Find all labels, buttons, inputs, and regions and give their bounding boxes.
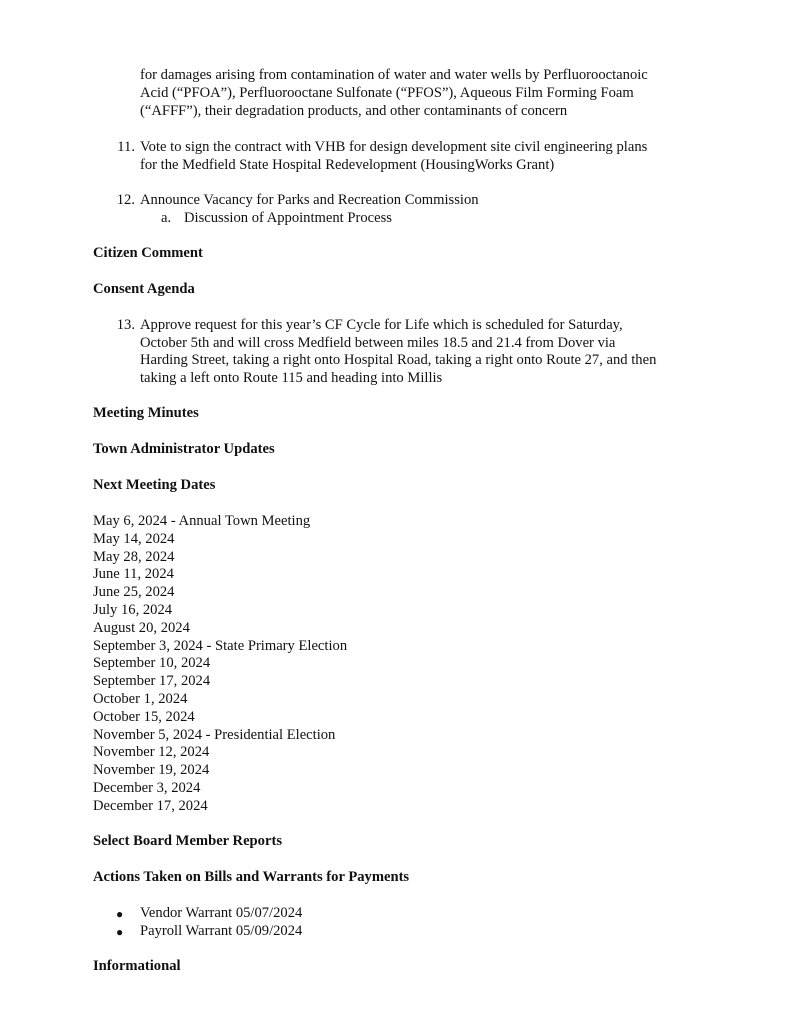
- meeting-date: May 6, 2024 - Annual Town Meeting: [93, 513, 311, 529]
- item-10-continued-line-2: Acid (“PFOA”), Perfluorooctane Sulfonate (“PFOS”), Aqueous Film Forming Foam: [140, 85, 634, 101]
- item-12a-text: Discussion of Appointment Process: [184, 210, 392, 226]
- meeting-date: November 5, 2024 - Presidential Election: [93, 726, 336, 743]
- item-13-number: 13.: [116, 317, 135, 333]
- heading-citizen-comment: Citizen Comment: [93, 245, 203, 261]
- meeting-dates-list: [93, 513, 347, 816]
- meeting-date: May 14, 2024: [93, 530, 175, 547]
- warrant-item-payroll: Payroll Warrant 05/09/2024: [140, 923, 303, 939]
- heading-informational: Informational: [93, 958, 181, 974]
- meeting-date: December 17, 2024: [93, 797, 208, 814]
- meeting-date: October 15, 2024: [93, 708, 195, 725]
- meeting-date: November 12, 2024: [93, 744, 210, 761]
- meeting-date: September 17, 2024: [93, 673, 211, 690]
- item-11-number: 11.: [117, 139, 135, 155]
- item-13-line-3: Harding Street, taking a right onto Hospital Road, taking a right onto Route 27, and then: [140, 352, 657, 368]
- item-13-line-4: taking a left onto Route 115 and heading into Millis: [140, 370, 443, 386]
- item-12a-letter: a.: [161, 210, 172, 226]
- item-12-number: 12.: [116, 192, 135, 208]
- meeting-date: May 28, 2024: [93, 548, 175, 565]
- heading-next-meeting-dates: Next Meeting Dates: [93, 477, 216, 493]
- meeting-date: October 1, 2024: [93, 690, 188, 707]
- item-10-continued-line-3: (“AFFF”), their degradation products, and other contaminants of concern: [140, 103, 568, 119]
- heading-town-administrator-updates: Town Administrator Updates: [93, 441, 275, 457]
- meeting-date: July 16, 2024: [93, 601, 173, 618]
- meeting-date: June 25, 2024: [93, 584, 175, 601]
- meeting-date: June 11, 2024: [93, 566, 174, 583]
- warrant-item-vendor: Vendor Warrant 05/07/2024: [140, 905, 303, 921]
- bullet-icon: ●: [116, 907, 124, 921]
- bullet-icon: ●: [116, 925, 124, 939]
- item-11-line-1: Vote to sign the contract with VHB for design development site civil engineering plans: [140, 139, 648, 155]
- heading-bills-and-warrants: Actions Taken on Bills and Warrants for Payments: [93, 869, 410, 885]
- item-13-line-2: October 5th and will cross Medfield between miles 18.5 and 21.4 from Dover via: [140, 335, 616, 351]
- item-11-line-2: for the Medfield State Hospital Redevelopment (HousingWorks Grant): [140, 157, 555, 173]
- heading-consent-agenda: Consent Agenda: [93, 281, 195, 297]
- meeting-date: November 19, 2024: [93, 762, 210, 779]
- item-10-continued-line-1: for damages arising from contamination of water and water wells by Perfluorooctanoic: [140, 67, 648, 83]
- meeting-date: September 3, 2024 - State Primary Election: [93, 637, 348, 654]
- item-12-line-1: Announce Vacancy for Parks and Recreation Commission: [140, 192, 479, 208]
- item-13-line-1: Approve request for this year’s CF Cycle for Life which is scheduled for Saturday,: [140, 317, 623, 333]
- meeting-date: December 3, 2024: [93, 779, 201, 796]
- meeting-date: August 20, 2024: [93, 619, 190, 636]
- heading-meeting-minutes: Meeting Minutes: [93, 405, 199, 421]
- heading-select-board-member-reports: Select Board Member Reports: [93, 833, 282, 849]
- meeting-date: September 10, 2024: [93, 655, 211, 672]
